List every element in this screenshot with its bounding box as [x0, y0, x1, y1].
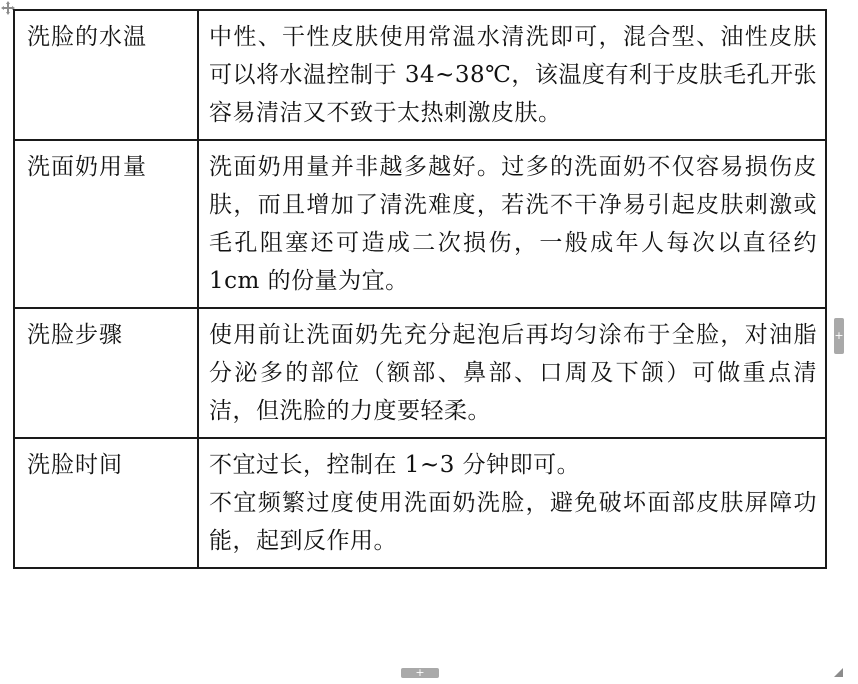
- row-label-cell[interactable]: [14, 438, 198, 568]
- table-row: [14, 140, 826, 308]
- plus-icon: +: [415, 666, 425, 679]
- row-content-text: 洗面奶用量并非越多越好。过多的洗面奶不仅容易损伤皮肤，而且增加了清洗难度，若洗不干净易引起皮肤刺激或毛孔阻塞还可造成二次损伤，一般成年人每次以直径约 1cm 的份量为宜。: [209, 154, 817, 294]
- row-content-cell[interactable]: [198, 10, 826, 140]
- row-content-text: 不宜频繁过度使用洗面奶洗脸，避免破坏面部皮肤屏障功能，起到反作用。: [209, 490, 817, 554]
- table-row: [14, 10, 826, 140]
- row-content-text: 中性、干性皮肤使用常温水清洗即可，混合型、油性皮肤可以将水温控制于 34~38℃，该温度有利于皮肤毛孔开张容易清洁又不致于太热刺激皮肤。: [209, 24, 817, 126]
- resize-table-icon[interactable]: [832, 666, 844, 678]
- row-label: 洗脸的水温: [27, 24, 147, 50]
- row-content-cell[interactable]: [198, 438, 826, 568]
- row-label: 洗脸时间: [27, 452, 123, 478]
- row-label-cell[interactable]: [14, 308, 198, 438]
- row-content-text: 不宜过长，控制在 1~3 分钟即可。: [209, 452, 581, 478]
- row-content-cell[interactable]: [198, 308, 826, 438]
- plus-icon: +: [834, 329, 844, 342]
- row-label: 洗面奶用量: [27, 154, 147, 180]
- skincare-table: [13, 9, 827, 569]
- table-row: [14, 438, 826, 568]
- row-label-cell[interactable]: [14, 140, 198, 308]
- table-row: [14, 308, 826, 438]
- add-column-button[interactable]: [834, 318, 844, 354]
- row-content-text: 使用前让洗面奶先充分起泡后再均匀涂布于全脸，对油脂分泌多的部位（额部、鼻部、口周及下颌）可做重点清洁，但洗脸的力度要轻柔。: [209, 322, 817, 424]
- row-content-cell[interactable]: [198, 140, 826, 308]
- add-row-button[interactable]: [401, 668, 439, 678]
- row-label: 洗脸步骤: [27, 322, 123, 348]
- row-label-cell[interactable]: [14, 10, 198, 140]
